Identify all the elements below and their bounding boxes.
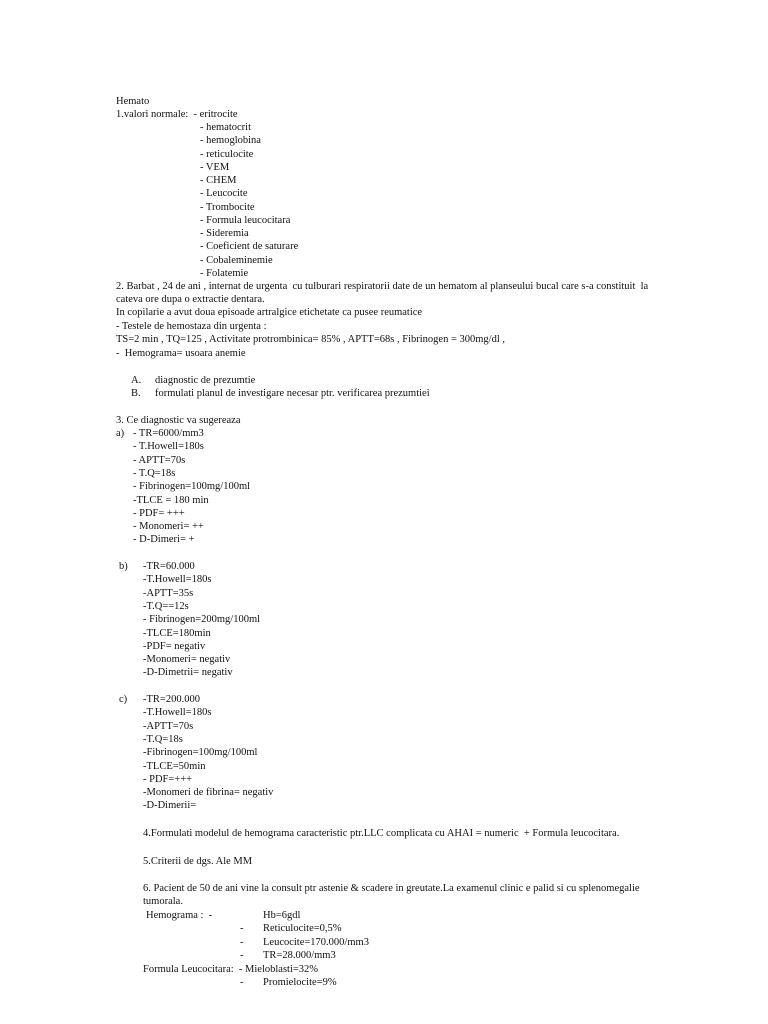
q1-list-item: - Sideremia: [200, 228, 249, 239]
q3-a-item: - T.Q=18s: [133, 467, 176, 479]
q6-hemogram-label: Hemograma : -: [146, 910, 213, 921]
q3-b-item: -APTT=35s: [143, 587, 194, 599]
q2-a-marker: A.: [131, 375, 142, 386]
q3-b-item: - Fibrinogen=200mg/100ml: [143, 614, 261, 626]
q3-c-item: -T.Q=18s: [143, 733, 183, 745]
q6-hemogram-dash: -: [240, 950, 244, 961]
q3-a-item: - Monomeri= ++: [133, 521, 204, 533]
q2-line5: TS=2 min , TQ=125 , Activitate protrombinica= 85% , APTT=68s , Fibrinogen = 300mg/dl ,: [116, 334, 506, 345]
q3-c-marker: c): [119, 694, 128, 705]
q3-a-item: - TR=6000/mm3: [133, 428, 204, 439]
q3-a-marker: a): [116, 428, 125, 439]
q3-b-item: -PDF= negativ: [143, 640, 206, 652]
q6-hemogram-item: Leucocite=170.000/mm3: [263, 936, 369, 948]
q2-line6: - Hemograma= usoara anemie: [116, 348, 246, 359]
q1-list-item: - Formula leucocitara: [200, 214, 291, 226]
q4-text: 4.Formulati modelul de hemograma caracteristic ptr.LLC complicata cu AHAI = numeric + Formula leucocitara.: [143, 828, 620, 839]
q1-list-item: - VEM: [200, 161, 230, 173]
q1-list-item: - CHEM: [200, 175, 237, 186]
q2-b-text: formulati planul de investigare necesar ptr. verificarea prezumtiei: [155, 388, 430, 399]
q1-list-item: - Leucocite: [200, 188, 248, 200]
q6-formula-label: Formula Leucocitara: - Mieloblasti=32%: [143, 964, 319, 975]
q5-text: 5.Criterii de dgs. Ale MM: [143, 856, 253, 867]
q2-line1: 2. Barbat , 24 de ani , internat de urgenta cu tulburari respiratorii date de un hematom al planseului bucal care s-a constituit la: [116, 281, 649, 292]
q3-c-item: -Monomeri de fibrina= negativ: [143, 787, 274, 799]
q6-line1: 6. Pacient de 50 de ani vine la consult ptr astenie & scadere in greutate.La examenul clinic e palid si cu splenomegalie: [143, 883, 640, 894]
q3-b-item: -T.Howell=180s: [143, 574, 212, 586]
q6-line2: tumorala.: [143, 896, 183, 907]
q6-hemogram-item: TR=28.000/mm3: [263, 950, 336, 961]
q6-hemogram-item: Reticulocite=0,5%: [263, 923, 342, 934]
q1-list-item: - hemoglobina: [200, 135, 261, 147]
q3-c-item: -Fibrinogen=100mg/100ml: [143, 747, 258, 759]
q3-c-item: -TLCE=50min: [143, 760, 206, 772]
q1-list-item: - Folatemie: [200, 267, 249, 279]
q6-formula-item: Promielocite=9%: [263, 977, 337, 988]
q3-c-item: -APTT=70s: [143, 720, 194, 732]
q6-hemogram-dash: -: [240, 936, 244, 948]
document-title: Hemato: [116, 96, 150, 107]
q2-line2: cateva ore dupa o extractie dentara.: [116, 294, 265, 305]
q3-b-marker: b): [119, 561, 128, 572]
q2-b-marker: B.: [131, 388, 141, 399]
q3-a-item: -TLCE = 180 min: [133, 494, 209, 506]
q1-list-item: - Trombocite: [200, 201, 255, 213]
q3-b-item: -Monomeri= negativ: [143, 654, 231, 666]
q3-c-item: -D-Dimerii=: [143, 800, 197, 812]
q6-formula-dash: -: [240, 977, 244, 988]
q3-b-item: -D-Dimetrii= negativ: [143, 667, 233, 679]
q6-hemogram-dash: -: [240, 923, 244, 934]
q3-c-item: -TR=200.000: [143, 694, 200, 705]
q3-b-item: -T.Q==12s: [143, 600, 189, 612]
q1-list-item: - Coeficient de saturare: [200, 241, 299, 253]
q3-c-item: -T.Howell=180s: [143, 707, 212, 719]
q3-a-item: - T.Howell=180s: [133, 441, 204, 453]
q6-hemogram-hb: Hb=6gdl: [263, 910, 301, 921]
q2-line3: In copilarie a avut doua episoade artralgice etichetate ca pusee reumatice: [116, 307, 423, 318]
q1-list-item: - Cobaleminemie: [200, 254, 273, 266]
q3-a-item: - PDF= +++: [133, 507, 185, 519]
q1-header: 1.valori normale: - eritrocite: [116, 109, 238, 120]
q3-a-item: - Fibrinogen=100mg/100ml: [133, 481, 251, 493]
q3-a-item: - APTT=70s: [133, 454, 186, 466]
q2-a-text: diagnostic de prezumtie: [155, 375, 256, 386]
q2-line4: - Testele de hemostaza din urgenta :: [116, 321, 267, 332]
q3-b-item: -TLCE=180min: [143, 627, 211, 639]
q3-b-item: -TR=60.000: [143, 561, 195, 572]
q3-a-item: - D-Dimeri= +: [133, 534, 195, 546]
q3-c-item: - PDF=+++: [143, 773, 193, 785]
q3-header: 3. Ce diagnostic va sugereaza: [116, 415, 241, 426]
q1-list-item: - hematocrit: [200, 122, 252, 133]
q1-list-item: - reticulocite: [200, 148, 254, 160]
